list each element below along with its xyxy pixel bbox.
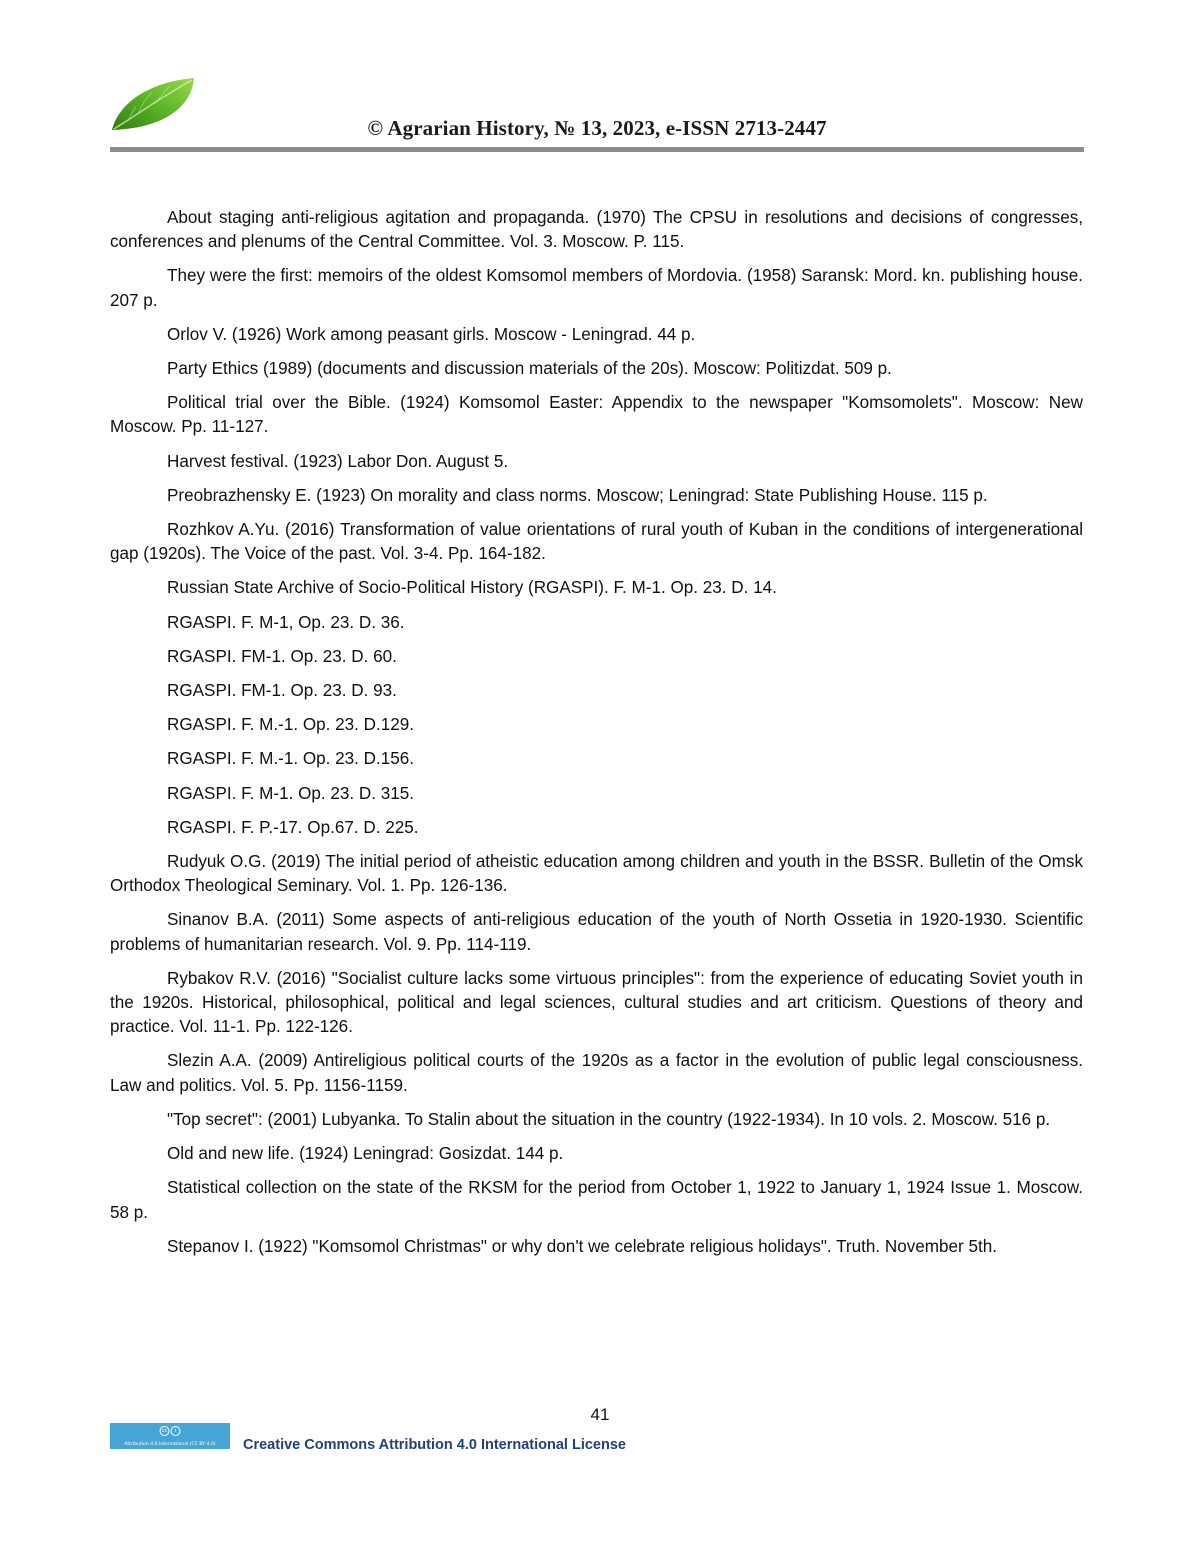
reference-item: Russian State Archive of Socio-Political History (RGASPI). F. M-1. Op. 23. D. 14. bbox=[167, 578, 777, 598]
license-link[interactable]: Creative Commons Attribution 4.0 International License bbox=[243, 1437, 626, 1453]
reference-item: RGASPI. F. M.-1. Op. 23. D.129. bbox=[167, 715, 414, 735]
page-number: 41 bbox=[590, 1405, 610, 1424]
reference-item: RGASPI. FM-1. Op. 23. D. 60. bbox=[167, 646, 397, 666]
reference-item: Preobrazhensky E. (1923) On morality and class norms. Moscow; Leningrad: State Publishing House. 115 p. bbox=[167, 485, 988, 505]
reference-item: They were the first: memoirs of the oldest Komsomol members of Mordovia. (1958) Saransk: Mord. kn. publishing house. 207 p. bbox=[110, 266, 1083, 310]
reference-item: Orlov V. (1926) Work among peasant girls. Moscow - Leningrad. 44 p. bbox=[167, 324, 696, 344]
reference-item: Old and new life. (1924) Leningrad: Gosizdat. 144 p. bbox=[167, 1144, 564, 1164]
reference-item: Political trial over the Bible. (1924) Komsomol Easter: Appendix to the newspaper "Komsomolets". Moscow: New Moscow. Pp. 11-127. bbox=[110, 393, 1083, 437]
reference-item: Rybakov R.V. (2016) "Socialist culture lacks some virtuous principles": from the experience of educating Soviet youth in the 1920s. Historical, philosophical, political and legal sciences, cultural studies and art criticism. Questions of theory and practice. Vol. 11-1. Pp. 122-126. bbox=[110, 968, 1083, 1037]
reference-item: Slezin A.A. (2009) Antireligious political courts of the 1920s as a factor in the evolution of public legal consciousness. Law and politics. Vol. 5. Pp. 1156-1159. bbox=[110, 1051, 1083, 1095]
cc-license-badge[interactable] bbox=[110, 1423, 230, 1449]
reference-item: Sinanov B.A. (2011) Some aspects of anti-religious education of the youth of North Ossetia in 1920-1930. Scientific problems of humanitarian research. Vol. 9. Pp. 114-119. bbox=[110, 910, 1083, 954]
reference-item: Harvest festival. (1923) Labor Don. August 5. bbox=[167, 451, 509, 471]
reference-item: RGASPI. FM-1. Op. 23. D. 93. bbox=[167, 681, 397, 701]
reference-item: Statistical collection on the state of the RKSM for the period from October 1, 1922 to January 1, 1924 Issue 1. Moscow. 58 p. bbox=[110, 1178, 1083, 1222]
reference-item: About staging anti-religious agitation and propaganda. (1970) The CPSU in resolutions and decisions of congresses, conferences and plenums of the Central Committee. Vol. 3. Moscow. P. 115. bbox=[110, 208, 1083, 252]
journal-header-title: © Agrarian History, № 13, 2023, e-ISSN 2713-2447 bbox=[367, 116, 827, 140]
reference-item: RGASPI. F. M-1. Op. 23. D. 315. bbox=[167, 783, 414, 803]
reference-item: "Top secret": (2001) Lubyanka. To Stalin about the situation in the country (1922-1934). In 10 vols. 2. Moscow. 516 p. bbox=[167, 1109, 1051, 1129]
reference-item: Rozhkov A.Yu. (2016) Transformation of value orientations of rural youth of Kuban in the conditions of intergenerational gap (1920s). The Voice of the past. Vol. 3-4. Pp. 164-182. bbox=[110, 520, 1083, 564]
reference-item: Stepanov I. (1922) "Komsomol Christmas" or why don't we celebrate religious holidays". Truth. November 5th. bbox=[167, 1236, 997, 1256]
reference-list bbox=[110, 206, 1083, 1269]
reference-item: Rudyuk O.G. (2019) The initial period of atheistic education among children and youth in the BSSR. Bulletin of the Omsk Orthodox Theological Seminary. Vol. 1. Pp. 126-136. bbox=[110, 852, 1083, 896]
header-divider bbox=[110, 147, 1084, 152]
reference-item: RGASPI. F. M.-1. Op. 23. D.156. bbox=[167, 749, 414, 769]
reference-item: RGASPI. F. P.-17. Op.67. D. 225. bbox=[167, 817, 419, 837]
reference-item: Party Ethics (1989) (documents and discussion materials of the 20s). Moscow: Politizdat. 509 p. bbox=[167, 359, 892, 379]
reference-item: RGASPI. F. M-1, Op. 23. D. 36. bbox=[167, 612, 405, 632]
badge-text: Attribution 4.0 International (CC BY 4.0) bbox=[124, 1442, 216, 1447]
cc-by-icon: cc i bbox=[160, 1426, 181, 1436]
